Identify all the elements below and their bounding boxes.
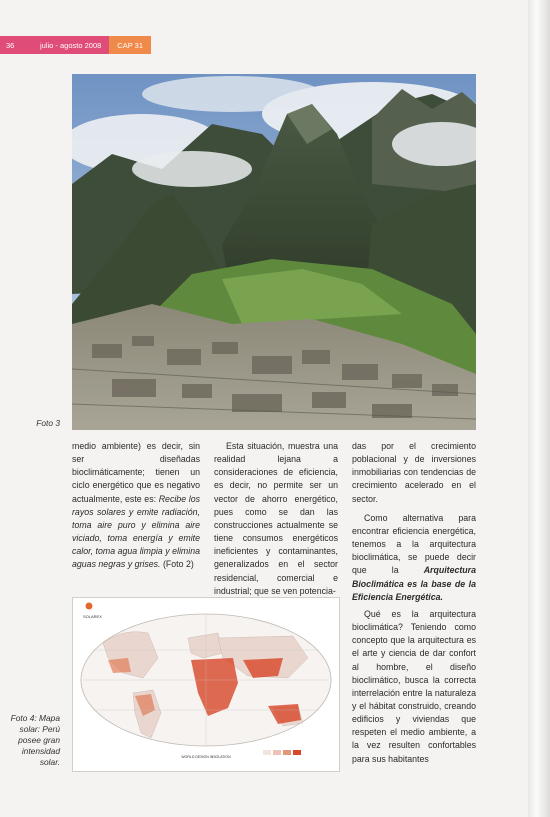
column-3-paragraph-3: Qué es la arquitectura bioclimática? Teniendo como concepto que la arquitectura es el arte y ciencia de dar confort al hombre, el diseño bioclimático, busca la correcta interrelación entre la naturaleza y el hábitat construido, creando edificios y viviendas que respeten el medio ambiente, a la vez resulten confortables para sus habitantes [352,608,476,764]
column-1-text: medio ambiente) es decir, sin ser diseñadas bioclimáticamente; tienen un ciclo energético que es negativo actualmente, este es: [72,441,200,504]
section-tag: CAP 31 [109,36,151,54]
page-edge [528,0,550,817]
column-1-italic-text: Recibe los rayos solares y emite radiación, toma aire puro y elimina aire viciado, toma energía y emite calor, toma agua limpia y elimina aguas negras y grises. [72,493,200,570]
photo-3-caption: Foto 3 [36,418,60,428]
map-title: WORLD DESIGN INSOLATION [181,755,231,759]
column-3-bold-statement: Arquitectura Bioclimática es la base de la Eficiencia Energética. [352,565,476,602]
machu-picchu-illustration [72,74,476,430]
solar-map-illustration [73,598,339,771]
text-column-1 [72,440,200,572]
column-3-paragraph-2-text: Como alternativa para encontrar eficiencia energética, tenemos a la arquitectura bioclimática, se puede decir que la [352,512,476,576]
map-logo-text: SOLAREX [83,614,102,619]
column-3-paragraph-2 [352,512,476,604]
column-2-paragraph: Esta situación, muestra una realidad lejana a consideraciones de eficiencia, es decir, no permite ser un vector de ahorro energético, pues como se dan las construcciones actualmente se tiene consumos energéticos ineficientes y contaminantes, generalizados en el sector residencial, comercial e industrial; que se ven potencia- [214,441,338,596]
text-column-2 [214,440,338,598]
column-1-end-text: (Foto 2) [162,559,194,570]
photo-4-caption: Foto 4: Mapa solar: Perú posee gran intensidad solar. [10,713,60,767]
solarex-logo-icon [86,603,93,610]
page-number: 36 [0,36,36,54]
solar-map [72,597,340,772]
text-column-3 [352,440,476,766]
machu-picchu-photo [72,74,476,430]
column-1-paragraph [72,440,200,572]
column-3-paragraph-1: das por el crecimiento poblacional y de inversiones inmobiliarias con tendencias de crecimiento acelerado en el sector. [352,441,476,504]
header-bar [0,36,151,54]
issue-date: julio - agosto 2008 [36,36,109,54]
